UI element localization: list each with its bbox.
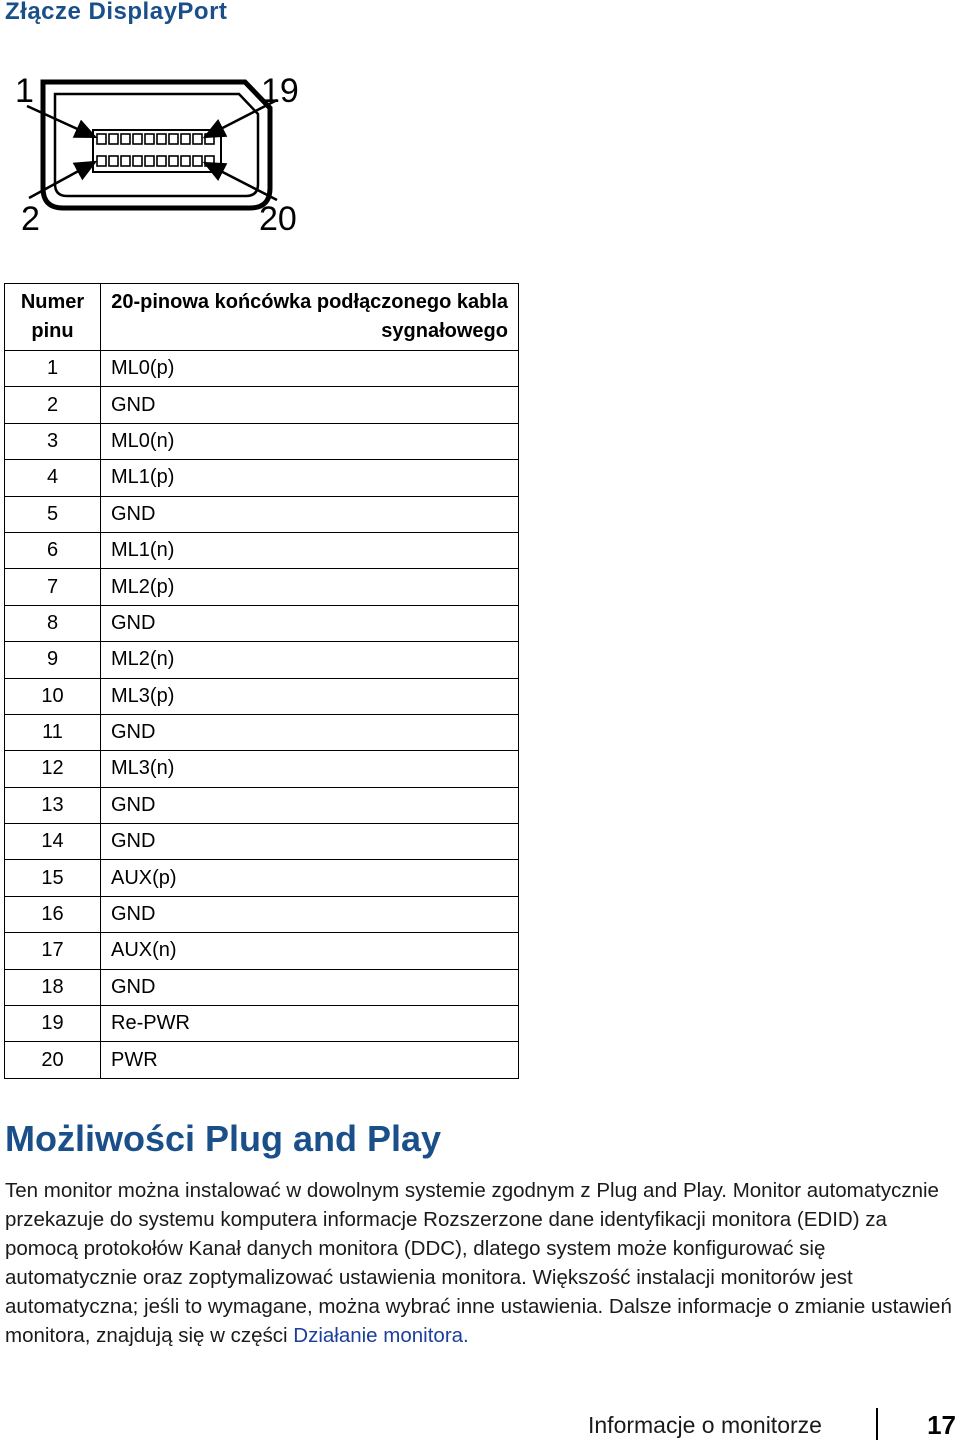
- table-row: [5, 787, 519, 823]
- pin-signal: ML1(n): [101, 532, 519, 568]
- table-row: [5, 714, 519, 750]
- table-row: [5, 460, 519, 496]
- table-row: [5, 1006, 519, 1042]
- header-pin-number: Numer pinu: [5, 284, 101, 351]
- pin-signal: GND: [101, 787, 519, 823]
- pin-table-body: [5, 351, 519, 1079]
- pin-signal: Re-PWR: [101, 1006, 519, 1042]
- paragraph-end: .: [463, 1324, 469, 1347]
- page-number: 17: [927, 1410, 956, 1440]
- table-row: [5, 532, 519, 568]
- pin-number: 2: [5, 387, 101, 423]
- pin-number: 4: [5, 460, 101, 496]
- plug-and-play-title: Możliwości Plug and Play: [5, 1118, 442, 1159]
- pin-number: 14: [5, 824, 101, 860]
- pin-number: 7: [5, 569, 101, 605]
- pin-signal: ML3(n): [101, 751, 519, 787]
- pin-signal: GND: [101, 496, 519, 532]
- footer-section-name: Informacje o monitorze: [588, 1412, 822, 1438]
- pin-number: 11: [5, 714, 101, 750]
- pin-signal: GND: [101, 605, 519, 641]
- pin-signal: GND: [101, 387, 519, 423]
- pin-row-bottom: [97, 156, 214, 166]
- pin-number: 6: [5, 532, 101, 568]
- connector-outer-shell: [43, 82, 270, 208]
- pin-signal: ML2(p): [101, 569, 519, 605]
- pin-label-2: 2: [21, 200, 40, 235]
- footer-separator: [876, 1408, 878, 1440]
- pin-label-1: 1: [15, 72, 34, 110]
- pin-number: 17: [5, 933, 101, 969]
- table-row: [5, 387, 519, 423]
- section-title: Złącze DisplayPort: [5, 0, 228, 25]
- pin-signal: GND: [101, 896, 519, 932]
- table-row: [5, 860, 519, 896]
- pin-number: 20: [5, 1042, 101, 1078]
- table-row: [5, 678, 519, 714]
- table-row: [5, 642, 519, 678]
- pin-number: 8: [5, 605, 101, 641]
- plug-and-play-paragraph: [5, 1176, 960, 1350]
- pin-number: 19: [5, 1006, 101, 1042]
- pin-number: 16: [5, 896, 101, 932]
- table-row: [5, 569, 519, 605]
- table-row: [5, 351, 519, 387]
- pin-number: 18: [5, 969, 101, 1005]
- pin-number: 3: [5, 423, 101, 459]
- pin-label-19: 19: [261, 72, 299, 110]
- pin-signal: AUX(p): [101, 860, 519, 896]
- pin-signal: ML0(p): [101, 351, 519, 387]
- pin-signal: PWR: [101, 1042, 519, 1078]
- pin-number: 13: [5, 787, 101, 823]
- page-footer: [588, 1408, 960, 1440]
- table-row: [5, 896, 519, 932]
- pin-arrows: [27, 100, 277, 200]
- table-row: [5, 824, 519, 860]
- connector-inner-shell: [55, 94, 258, 196]
- table-row: [5, 751, 519, 787]
- pin-assignment-table: [4, 283, 519, 1079]
- pin-signal: GND: [101, 824, 519, 860]
- pin-number: 5: [5, 496, 101, 532]
- pin-signal: AUX(n): [101, 933, 519, 969]
- pin-row-top: [97, 134, 214, 144]
- paragraph-text: Ten monitor można instalować w dowolnym systemie zgodnym z Plug and Play. Monitor automatycznie przekazuje do systemu komputera informacje Rozszerzone dane identyfikacji monitora (EDID) za pomocą protokołów Kanał danych monitora (DDC), dlatego system może konfigurować się automatycznie oraz zoptymalizować ustawienia monitora. Większość instalacji monitorów jest automatyczna; jeśli to wymagane, można wybrać inne ustawienia. Dalsze informacje o zmianie ustawień monitora, znajdują się w części: [5, 1179, 952, 1347]
- pin-number: 9: [5, 642, 101, 678]
- pin-number: 15: [5, 860, 101, 896]
- table-row: [5, 605, 519, 641]
- pin-number: 10: [5, 678, 101, 714]
- dzialanie-monitora-link[interactable]: Działanie monitora: [293, 1324, 464, 1347]
- pin-signal: ML3(p): [101, 678, 519, 714]
- pin-signal: GND: [101, 714, 519, 750]
- pin-signal: ML1(p): [101, 460, 519, 496]
- header-signal: 20-pinowa końcówka podłączonego kabla sygnałowego: [101, 284, 519, 351]
- table-row: [5, 1042, 519, 1078]
- pin-signal: GND: [101, 969, 519, 1005]
- pin-signal: ML0(n): [101, 423, 519, 459]
- table-row: [5, 496, 519, 532]
- table-header-row: [5, 284, 519, 351]
- pin-signal: ML2(n): [101, 642, 519, 678]
- displayport-connector-diagram: [15, 70, 305, 235]
- table-row: [5, 423, 519, 459]
- pin-label-20: 20: [259, 200, 297, 235]
- pin-number: 12: [5, 751, 101, 787]
- table-row: [5, 969, 519, 1005]
- pin-number: 1: [5, 351, 101, 387]
- table-row: [5, 933, 519, 969]
